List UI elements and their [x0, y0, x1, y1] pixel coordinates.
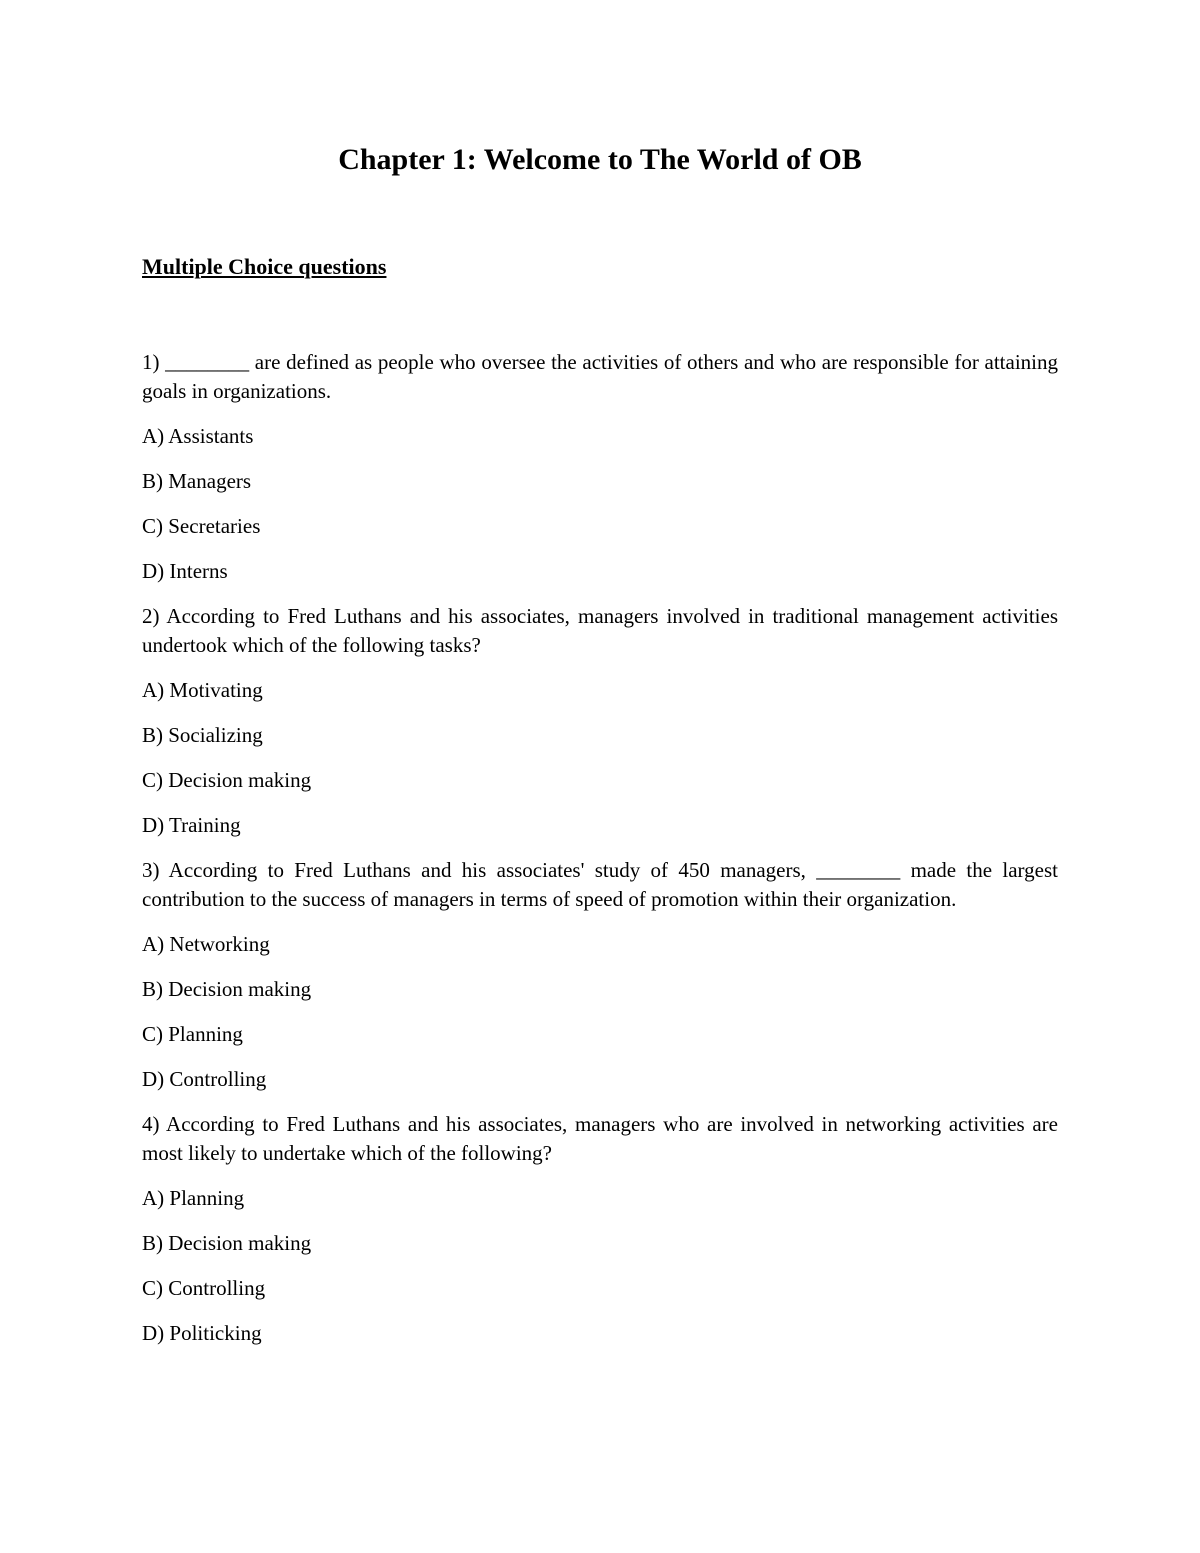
question-list	[142, 348, 1058, 1364]
answer-option: D) Politicking	[142, 1321, 262, 1345]
answer-option: B) Socializing	[142, 723, 263, 747]
question-text: 1) ________ are defined as people who oversee the activities of others and who are responsible for attaining goals in organizations.	[142, 350, 1058, 403]
answer-option: B) Managers	[142, 469, 252, 493]
answer-option: C) Secretaries	[142, 514, 261, 538]
question-text: 3) According to Fred Luthans and his associates' study of 450 managers, ________ made the largest contribution to the success of managers in terms of speed of promotion within their organization.	[142, 858, 1058, 911]
answer-option: A) Motivating	[142, 678, 263, 702]
section-heading: Multiple Choice questions	[142, 254, 387, 279]
page-title: Chapter 1: Welcome to The World of OB	[338, 143, 862, 176]
question-text: 4) According to Fred Luthans and his associates, managers who are involved in networking activities are most likely to undertake which of the following?	[142, 1112, 1058, 1165]
answer-option: D) Interns	[142, 559, 228, 583]
answer-option: B) Decision making	[142, 1231, 312, 1255]
answer-option: A) Planning	[142, 1186, 245, 1210]
answer-option: A) Networking	[142, 932, 270, 956]
question-3	[142, 856, 1058, 1094]
question-2	[142, 602, 1058, 840]
question-1	[142, 348, 1058, 586]
answer-option: D) Controlling	[142, 1067, 267, 1091]
question-text: 2) According to Fred Luthans and his associates, managers involved in traditional management activities undertook which of the following tasks?	[142, 604, 1058, 657]
answer-option: C) Decision making	[142, 768, 312, 792]
answer-option: C) Planning	[142, 1022, 243, 1046]
answer-option: B) Decision making	[142, 977, 312, 1001]
answer-option: C) Controlling	[142, 1276, 266, 1300]
answer-option: A) Assistants	[142, 424, 254, 448]
question-4	[142, 1110, 1058, 1348]
answer-option: D) Training	[142, 813, 241, 837]
